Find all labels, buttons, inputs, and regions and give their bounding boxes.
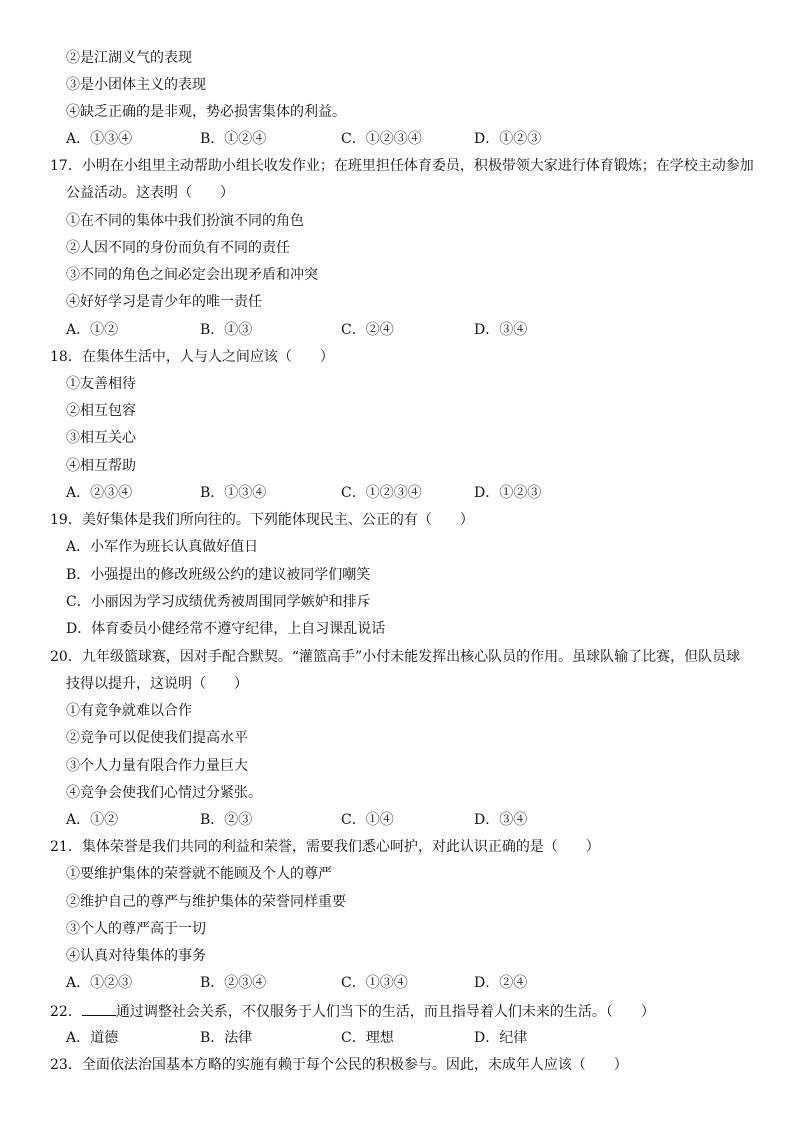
q21-item-2: ②维护自己的尊严与维护集体的荣誉同样重要 bbox=[66, 894, 346, 910]
q22-option-b[interactable]: B．法律 bbox=[200, 1030, 253, 1046]
q17-option-c[interactable]: C．②④ bbox=[341, 322, 394, 338]
q18-option-b[interactable]: B．①③④ bbox=[200, 485, 267, 501]
q20-option-c[interactable]: C．①④ bbox=[341, 812, 394, 828]
q16-item-4: ④缺乏正确的是非观，势必损害集体的利益。 bbox=[66, 104, 346, 120]
q17-stem-line1: 17．小明在小组里主动帮助小组长收发作业；在班里担任体育委员，积极带领大家进行体育锻炼；在学校主动参加 bbox=[50, 158, 754, 174]
q16-item-3: ③是小团体主义的表现 bbox=[66, 77, 206, 93]
q22-options bbox=[66, 1028, 626, 1048]
q20-options bbox=[66, 810, 626, 830]
q19-choice-c[interactable]: C．小丽因为学习成绩优秀被周围同学嫉妒和排斥 bbox=[66, 594, 371, 610]
q21-option-a[interactable]: A．①②③ bbox=[66, 975, 133, 991]
q21-item-4: ④认真对待集体的事务 bbox=[66, 948, 206, 964]
q16-options bbox=[66, 129, 626, 149]
q20-stem-line2: 技得以提升，这说明（ ） bbox=[66, 676, 248, 692]
q17-options bbox=[66, 320, 626, 340]
q17-option-d[interactable]: D．③④ bbox=[474, 322, 528, 338]
q21-option-d[interactable]: D．②④ bbox=[474, 975, 528, 991]
q22-stem-text: 通过调整社会关系，不仅服务于人们当下的生活，而且指导着人们未来的生活。（ ） bbox=[115, 1004, 655, 1020]
q18-options bbox=[66, 483, 626, 503]
q20-item-3: ③个人力量有限合作力量巨大 bbox=[66, 758, 248, 774]
q19-stem: 19．美好集体是我们所向往的。下列能体现民主、公正的有（ ） bbox=[50, 512, 474, 528]
q18-item-3: ③相互关心 bbox=[66, 430, 136, 446]
q18-option-d[interactable]: D．①②③ bbox=[474, 485, 542, 501]
q20-option-b[interactable]: B．②③ bbox=[200, 812, 253, 828]
q17-item-3: ③不同的角色之间必定会出现矛盾和冲突 bbox=[66, 267, 318, 283]
q22-number: 22． bbox=[50, 1004, 82, 1020]
q20-option-d[interactable]: D．③④ bbox=[474, 812, 528, 828]
q18-item-1: ①友善相待 bbox=[66, 376, 136, 392]
q16-option-c[interactable]: C．①②③④ bbox=[341, 131, 422, 147]
q16-option-d[interactable]: D．①②③ bbox=[474, 131, 542, 147]
q21-item-3: ③个人的尊严高于一切 bbox=[66, 921, 206, 937]
q18-option-a[interactable]: A．②③④ bbox=[66, 485, 133, 501]
q20-item-2: ②竞争可以促使我们提高水平 bbox=[66, 730, 248, 746]
q22-stem bbox=[50, 1001, 655, 1021]
q16-option-a[interactable]: A．①③④ bbox=[66, 131, 133, 147]
q18-item-2: ②相互包容 bbox=[66, 403, 136, 419]
q22-option-c[interactable]: C．理想 bbox=[341, 1030, 394, 1046]
q17-option-b[interactable]: B．①③ bbox=[200, 322, 253, 338]
q16-item-2: ②是江湖义气的表现 bbox=[66, 50, 192, 66]
q17-option-a[interactable]: A．①② bbox=[66, 322, 119, 338]
q19-choice-b[interactable]: B．小强提出的修改班级公约的建议被同学们嘲笑 bbox=[66, 567, 371, 583]
q22-answer-blank[interactable] bbox=[82, 1001, 116, 1016]
q17-item-4: ④好好学习是青少年的唯一责任 bbox=[66, 294, 262, 310]
q20-option-a[interactable]: A．①② bbox=[66, 812, 119, 828]
q21-option-b[interactable]: B．②③④ bbox=[200, 975, 267, 991]
q22-option-d[interactable]: D．纪律 bbox=[474, 1030, 528, 1046]
q18-option-c[interactable]: C．①②③④ bbox=[341, 485, 422, 501]
q19-choice-a[interactable]: A．小军作为班长认真做好值日 bbox=[66, 539, 259, 555]
q20-item-4: ④竞争会使我们心情过分紧张。 bbox=[66, 785, 262, 801]
q20-item-1: ①有竞争就难以合作 bbox=[66, 703, 192, 719]
q23-stem: 23．全面依法治国基本方略的实施有赖于每个公民的积极参与。因此，未成年人应该（ ） bbox=[50, 1057, 628, 1073]
q17-item-2: ②人因不同的身份而负有不同的责任 bbox=[66, 240, 290, 256]
q17-item-1: ①在不同的集体中我们扮演不同的角色 bbox=[66, 213, 304, 229]
q16-option-b[interactable]: B．①②④ bbox=[200, 131, 267, 147]
q22-option-a[interactable]: A．道德 bbox=[66, 1030, 119, 1046]
q21-item-1: ①要维护集体的荣誉就不能顾及个人的尊严 bbox=[66, 866, 332, 882]
q20-stem-line1: 20．九年级篮球赛，因对手配合默契。“灌篮高手”小付未能发挥出核心队员的作用。虽球队输了比赛，但队员球 bbox=[50, 649, 741, 665]
q21-stem: 21．集体荣誉是我们共同的利益和荣誉，需要我们悉心呵护，对此认识正确的是（ ） bbox=[50, 839, 600, 855]
q17-stem-line2: 公益活动。这表明（ ） bbox=[66, 185, 234, 201]
q18-stem: 18．在集体生活中，人与人之间应该（ ） bbox=[50, 349, 334, 365]
q19-choice-d[interactable]: D．体育委员小健经常不遵守纪律，上自习课乱说话 bbox=[66, 621, 386, 637]
q21-option-c[interactable]: C．①③④ bbox=[341, 975, 408, 991]
q18-item-4: ④相互帮助 bbox=[66, 458, 136, 474]
q21-options bbox=[66, 973, 626, 993]
